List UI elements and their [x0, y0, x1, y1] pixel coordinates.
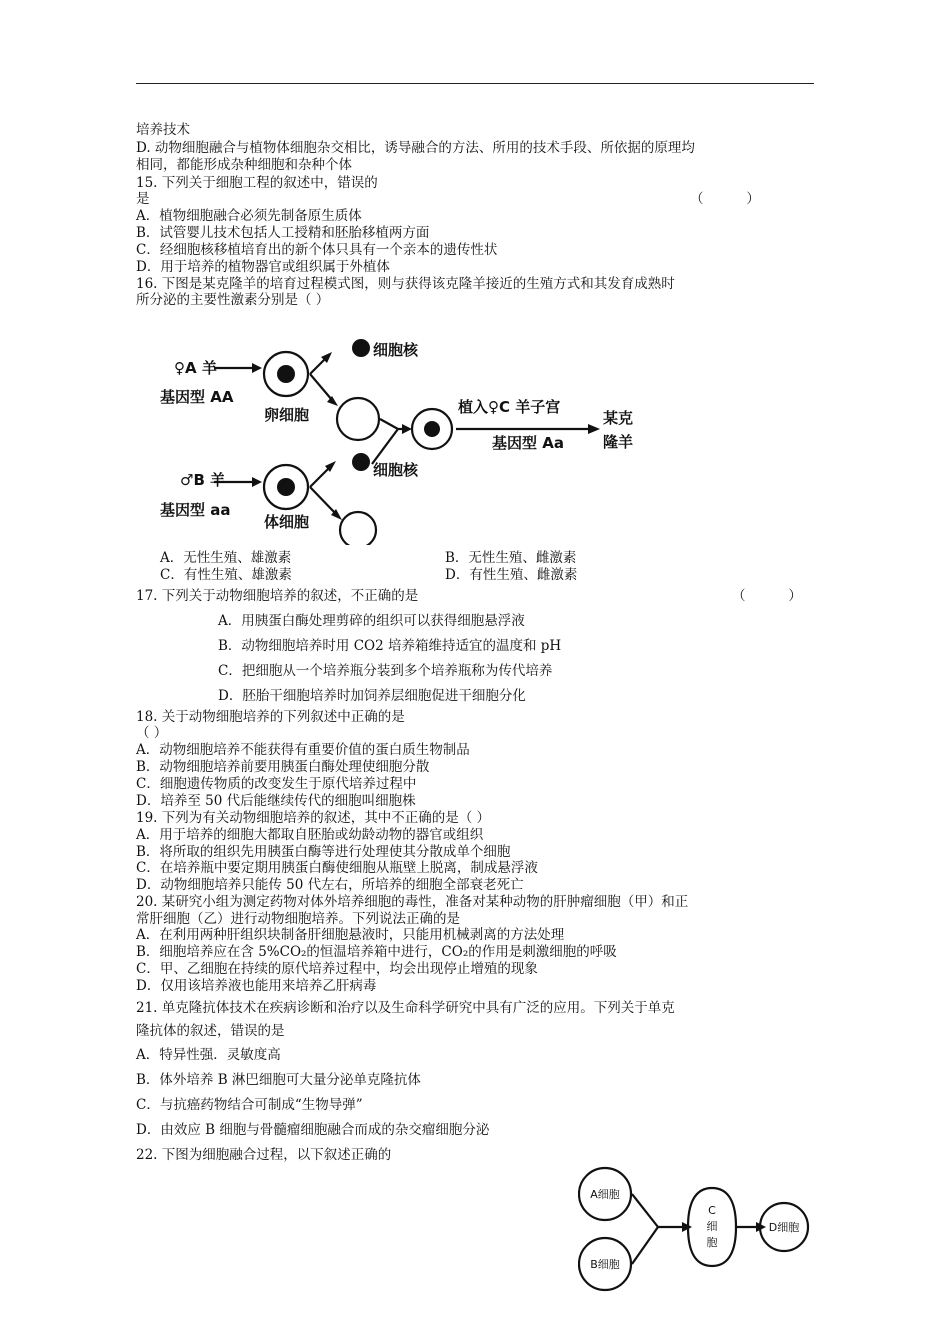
header-rule — [136, 83, 814, 84]
question-18: 18. 关于动物细胞培养的下列叙述中正确的是 — [136, 709, 405, 725]
option-b: B．细胞培养应在含 5%CO₂的恒温培养箱中进行，CO₂的作用是刺激细胞的呼吸 — [136, 944, 617, 960]
answer-paren: （ ） — [136, 725, 168, 741]
somatic-nucleus — [277, 478, 295, 496]
nucleus-top-label: 细胞核 — [373, 341, 419, 359]
c-cell-label-3: 胞 — [706, 1236, 718, 1249]
text-line: 培养技术 — [136, 122, 190, 138]
option-d: D．动物细胞培养只能传 50 代左右，所培养的细胞全部衰老死亡 — [136, 877, 524, 893]
egg-nucleus — [277, 365, 295, 383]
b-genotype-label: 基因型 aa — [160, 501, 231, 519]
clone-sheep-diagram — [140, 330, 650, 545]
c-cell-label-1: C — [708, 1204, 716, 1217]
option-b: B．动物细胞培养时用 CO2 培养箱维持适宜的温度和 pH — [218, 638, 562, 654]
question-19: 19. 下列为有关动物细胞培养的叙述，其中不正确的是（ ） — [136, 810, 491, 826]
question-22: 22. 下图为细胞融合过程，以下叙述正确的 — [136, 1147, 392, 1163]
a-genotype-label: 基因型 AA — [160, 388, 234, 406]
option-b: B．试管婴儿技术包括人工授精和胚胎移植两方面 — [136, 225, 430, 241]
option-d: D．培养至 50 代后能继续传代的细胞叫细胞株 — [136, 793, 416, 809]
answer-paren: （ ） — [732, 588, 802, 604]
question-17: 17. 下列关于动物细胞培养的叙述，不正确的是 — [136, 588, 419, 604]
b-sheep-label: ♂B 羊 — [180, 471, 226, 489]
option-d: D．由效应 B 细胞与骨髓瘤细胞融合而成的杂交瘤细胞分泌 — [136, 1122, 490, 1138]
text-line: 是 — [136, 191, 150, 207]
option-d: D．仅用该培养液也能用来培养乙肝病毒 — [136, 978, 377, 994]
question-16: 16. 下图是某克隆羊的培育过程模式图，则与获得该克隆羊接近的生殖方式和其发育成熟时 — [136, 276, 675, 292]
text-line: 常肝细胞（乙）进行动物细胞培养。下列说法正确的是 — [136, 911, 460, 927]
c-cell-label-2: 细 — [706, 1220, 718, 1233]
option-c: C．甲、乙细胞在持续的原代培养过程中，均会出现停止增殖的现象 — [136, 961, 538, 977]
option-d: D．有性生殖、雌激素 — [445, 567, 578, 583]
nucleus-bottom-label: 细胞核 — [373, 461, 419, 479]
option-a: A．植物细胞融合必须先制备原生质体 — [136, 208, 362, 224]
question-20: 20. 某研究小组为测定药物对体外培养细胞的毒性，准备对某种动物的肝肿瘤细胞（甲）和正 — [136, 894, 689, 910]
option-b: B．动物细胞培养前要用胰蛋白酶处理使细胞分散 — [136, 759, 430, 775]
b-cell-label: B细胞 — [590, 1258, 620, 1271]
option-b: B．体外培养 B 淋巴细胞可大量分泌单克隆抗体 — [136, 1072, 421, 1088]
text-line: D. 动物细胞融合与植物体细胞杂交相比，诱导融合的方法、所用的技术手段、所依据的原理均 — [136, 140, 695, 156]
clone-label-1: 某克 — [603, 409, 634, 427]
egg-label: 卵细胞 — [264, 406, 310, 424]
option-a: A．特异性强．灵敏度高 — [136, 1047, 281, 1063]
option-a: A．用于培养的细胞大都取自胚胎或幼龄动物的器官或组织 — [136, 827, 484, 843]
option-b: B．无性生殖、雌激素 — [445, 550, 577, 566]
option-c: C．经细胞核移植培育出的新个体只具有一个亲本的遗传性状 — [136, 242, 498, 258]
option-c: C．在培养瓶中要定期用胰蛋白酶使细胞从瓶壁上脱离，制成悬浮液 — [136, 860, 538, 876]
option-a: A．用胰蛋白酶处理剪碎的组织可以获得细胞悬浮液 — [218, 613, 525, 629]
a-cell-label: A细胞 — [590, 1188, 620, 1201]
somatic-without-nucleus — [340, 512, 376, 545]
implant-label: 植入♀C 羊子宫 — [458, 398, 561, 416]
question-21: 21. 单克隆抗体技术在疾病诊断和治疗以及生命科学研究中具有广泛的应用。下列关于单克 — [136, 1000, 675, 1016]
d-cell-label: D细胞 — [768, 1221, 800, 1234]
option-c: C．细胞遗传物质的改变发生于原代培养过程中 — [136, 776, 417, 792]
option-b: B．将所取的组织先用胰蛋白酶等进行处理使其分散成单个细胞 — [136, 844, 511, 860]
c-genotype-label: 基因型 Aa — [492, 434, 564, 452]
option-a: A．动物细胞培养不能获得有重要价值的蛋白质生物制品 — [136, 742, 470, 758]
option-d: D．胚胎干细胞培养时加饲养层细胞促进干细胞分化 — [218, 688, 526, 704]
answer-paren: （ ） — [690, 191, 760, 207]
question-15: 15. 下列关于细胞工程的叙述中，错误的 — [136, 175, 378, 191]
text-line: 所分泌的主要性激素分别是（ ） — [136, 292, 330, 308]
option-c: C．与抗癌药物结合可制成“生物导弹” — [136, 1097, 363, 1113]
clone-label-2: 隆羊 — [603, 433, 634, 451]
top-free-nucleus — [352, 339, 370, 357]
bottom-free-nucleus — [352, 453, 370, 471]
cell-fusion-diagram — [578, 1160, 818, 1295]
somatic-label: 体细胞 — [264, 513, 310, 531]
option-d: D．用于培养的植物器官或组织属于外植体 — [136, 259, 390, 275]
reconstructed-nucleus — [424, 421, 440, 437]
text-line: 隆抗体的叙述，错误的是 — [136, 1023, 285, 1039]
a-sheep-label: ♀A 羊 — [174, 359, 217, 377]
enucleated-egg — [337, 398, 379, 440]
option-a: A．无性生殖、雄激素 — [160, 550, 292, 566]
text-line: 相同，都能形成杂种细胞和杂种个体 — [136, 157, 352, 173]
option-c: C．把细胞从一个培养瓶分装到多个培养瓶称为传代培养 — [218, 663, 553, 679]
option-a: A．在利用两种肝组织块制备肝细胞悬液时，只能用机械剥离的方法处理 — [136, 927, 565, 943]
option-c: C．有性生殖、雄激素 — [160, 567, 292, 583]
